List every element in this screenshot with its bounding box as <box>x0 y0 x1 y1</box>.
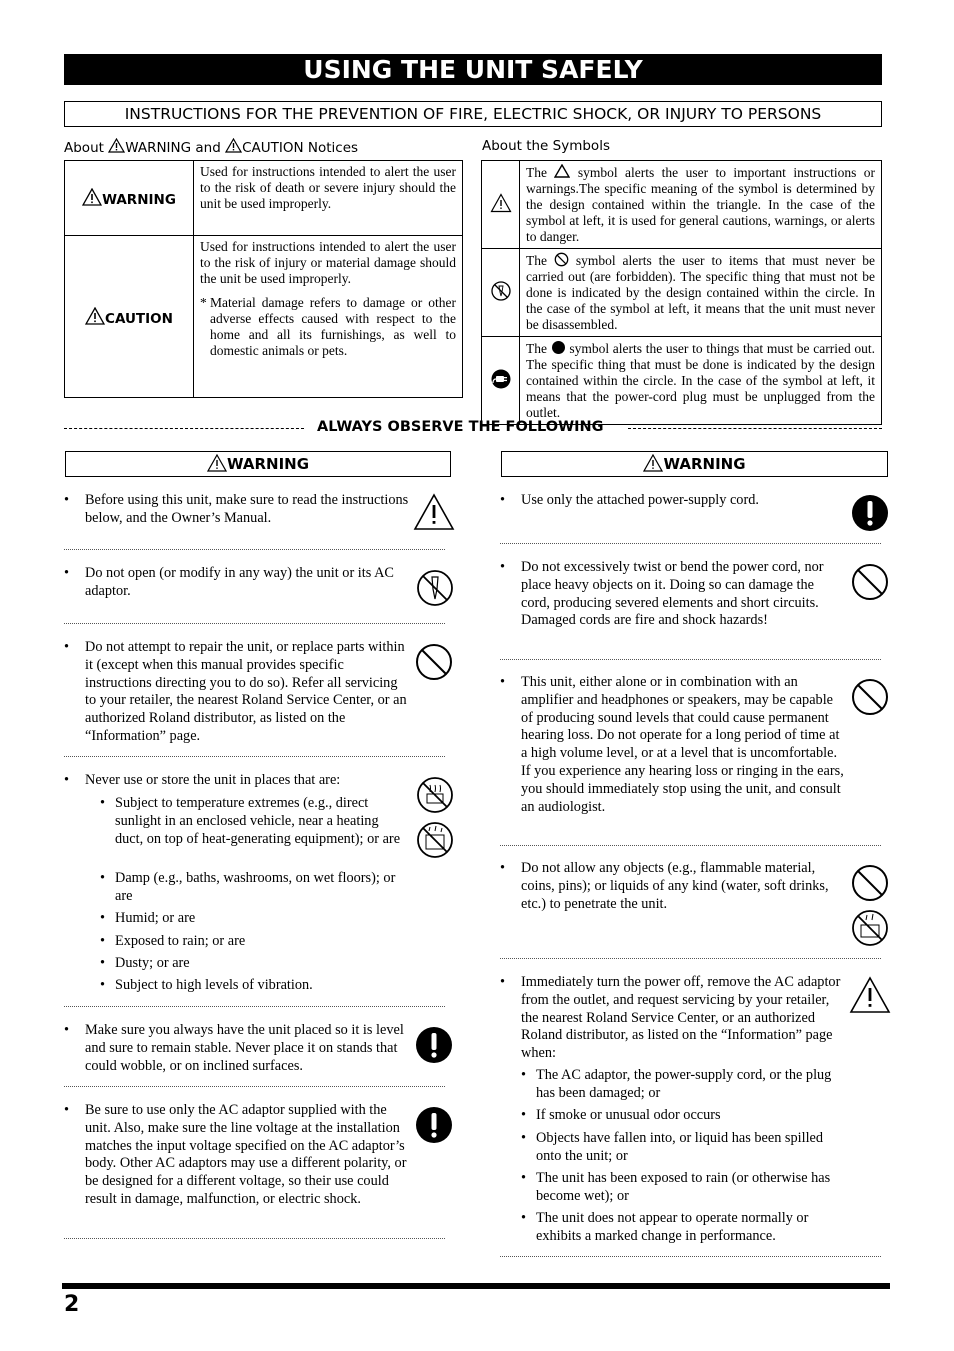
warning-triangle-icon <box>643 454 663 472</box>
sub-list-item: • The unit has been exposed to rain (or otherwise has become wet); or <box>521 1170 831 1204</box>
warning-triangle-icon <box>82 188 102 206</box>
divider-dashed-left <box>64 428 304 429</box>
no-liquids-icon <box>851 909 889 947</box>
separator <box>64 1238 445 1239</box>
caution-note: * Material damage refers to damage or other adverse effects caused with respect to the home and all its furnishings, as well to domestic animals or pets. <box>200 295 456 358</box>
list-item: • This unit, either alone or in combination with an amplifier and headphones or speakers, may be capable of producing sound levels that could cause permanent hearing loss. Do not operate for a long period of time at a high volume level, or at a level that is uncomfortable. If you experience any hearing loss or ringing in the ears, you should immediately stop using the unit, and consult an audiologist. <box>500 674 844 815</box>
warning-description: Used for instructions intended to alert the user to the risk of death or severe injury should the unit be used improperly. <box>194 161 463 236</box>
right-warning-header: WARNING <box>501 451 888 477</box>
caution-triangle-icon <box>85 307 105 325</box>
symbol-cell-mandatory <box>482 337 520 425</box>
warning-triangle-icon <box>207 454 227 472</box>
prohibition-icon <box>851 864 889 902</box>
separator <box>64 1086 445 1087</box>
symbol-cell-caution <box>482 161 520 249</box>
list-item: • Do not open (or modify in any way) the unit or its AC adaptor. <box>64 565 394 599</box>
symbol-description-triangle: The symbol alerts the user to important instructions or warnings.The specific meaning of the symbol is determined by the design contained within the triangle. In the case of the symbol at left, it is used for general cautions, warnings, or alerts to danger. <box>520 161 882 249</box>
list-item: • Never use or store the unit in places that are: <box>64 772 341 788</box>
sub-list-item: • Exposed to rain; or are <box>100 933 246 949</box>
symbol-cell-prohibit <box>482 249 520 337</box>
left-warning-header: WARNING <box>65 451 451 477</box>
separator <box>500 1256 881 1257</box>
sub-list-item: • Dusty; or are <box>100 955 190 971</box>
page-number: 2 <box>64 1292 80 1317</box>
sub-list-item: • Subject to high levels of vibration. <box>100 977 313 993</box>
sub-list-item: • Objects have fallen into, or liquid has been spilled onto the unit; or <box>521 1130 824 1164</box>
list-item: • Do not allow any objects (e.g., flammable material, coins, pins); or liquids of any kind (water, soft drinks, etc.) to penetrate the unit. <box>500 860 829 912</box>
sub-list-item: • If smoke or unusual odor occurs <box>521 1107 721 1123</box>
symbol-description-filled-circle: The symbol alerts the user to things that must be carried out. The specific thing that must be done is indicated by the design contained within the circle. In the case of the symbol at left, it means that the power-cord plug must be unplugged from the outlet. <box>520 337 882 425</box>
no-heat-icon <box>416 776 454 814</box>
separator <box>500 958 881 959</box>
no-water-icon <box>416 821 454 859</box>
sub-list-item: • The AC adaptor, the power-supply cord, or the plug has been damaged; or <box>521 1067 832 1101</box>
list-item: • Immediately turn the power off, remove the AC adaptor from the outlet, and request servicing by your retailer, the nearest Roland Service Center, or an authorized Roland distributor, as listed on the “Information” page when: <box>500 974 841 1062</box>
general-caution-icon <box>490 193 512 213</box>
triangle-outline-icon <box>554 164 570 178</box>
sub-list-item: • Subject to temperature extremes (e.g., direct sunlight in an enclosed vehicle, near a heating duct, on top of heat-generating equipment); or are <box>100 795 401 847</box>
list-item: • Do not attempt to repair the unit, or replace parts within it (except when this manual provides specific instructions directing you to do so). Refer all servicing to your retailer, the nearest Roland Service Center, or an authorized Roland distributor, as listed on the “Information” page. <box>64 639 407 744</box>
sub-list-item: • Damp (e.g., baths, washrooms, on wet floors); or are <box>100 870 396 904</box>
do-not-disassemble-icon <box>490 280 512 302</box>
unplug-icon <box>490 368 512 390</box>
list-item: • Do not excessively twist or bend the power cord, nor place heavy objects on it. Doing so can damage the cord, producing severed elements and short circuits. Damaged cords are fire and shock hazards! <box>500 559 824 629</box>
filled-circle-icon <box>551 340 566 355</box>
caution-triangle-icon <box>413 493 455 531</box>
footer-rule <box>62 1283 890 1289</box>
caution-triangle-icon <box>225 138 242 153</box>
caution-description: Used for instructions intended to alert the user to the risk of injury or material damage should the unit be used improperly. * Material damage refers to damage or other adverse effects caused with respect to the home and all its furnishings, as well to domestic animals or pets. <box>194 236 463 398</box>
sub-list-item: • The unit does not appear to operate normally or exhibits a marked change in performance. <box>521 1210 809 1244</box>
instructions-header: INSTRUCTIONS FOR THE PREVENTION OF FIRE, ELECTRIC SHOCK, OR INJURY TO PERSONS <box>64 101 882 127</box>
separator <box>64 756 445 757</box>
page-title: USING THE UNIT SAFELY <box>64 54 882 85</box>
always-observe-heading: ALWAYS OBSERVE THE FOLLOWING <box>317 419 604 435</box>
mandatory-action-icon <box>415 1026 453 1064</box>
list-item: • Use only the attached power-supply cord. <box>500 492 759 508</box>
about-notices-label: About WARNING and CAUTION Notices <box>64 140 359 156</box>
prohibition-icon <box>415 643 453 681</box>
warning-triangle-icon <box>108 138 125 153</box>
list-item: • Be sure to use only the AC adaptor supplied with the unit. Also, make sure the line voltage at the installation matches the input voltage specified on the AC adaptor’s body. Other AC adaptors may use a different polarity, or be designed for a different voltage, so their use could result in damage, malfunction, or electric shock. <box>64 1102 407 1207</box>
warning-label-cell: WARNING <box>65 161 194 236</box>
prohibition-icon <box>851 563 889 601</box>
mandatory-action-icon <box>415 1106 453 1144</box>
about-symbols-label: About the Symbols <box>482 138 610 154</box>
sub-list-item: • Humid; or are <box>100 910 196 926</box>
separator <box>500 659 881 660</box>
caution-triangle-icon <box>849 976 891 1014</box>
divider-dashed-right <box>628 428 882 429</box>
notices-table <box>64 160 463 398</box>
separator <box>500 845 881 846</box>
prohibition-icon <box>851 678 889 716</box>
separator <box>64 623 445 624</box>
symbol-description-circle: The symbol alerts the user to items that must never be carried out (are forbidden). The specific thing that must not be done is indicated by the design contained within the circle. In the case of the symbol at left, it means that the unit must never be disassembled. <box>520 249 882 337</box>
mandatory-action-icon <box>851 494 889 532</box>
symbols-table <box>481 160 882 425</box>
separator <box>500 543 881 544</box>
do-not-disassemble-icon <box>416 569 454 607</box>
list-item: • Make sure you always have the unit placed so it is level and sure to remain stable. Never place it on stands that could wobble, or on inclined surfaces. <box>64 1022 404 1074</box>
separator <box>64 549 445 550</box>
list-item: • Before using this unit, make sure to read the instructions below, and the Owner’s Manual. <box>64 492 409 526</box>
prohibition-circle-icon <box>554 252 569 267</box>
separator <box>64 1006 445 1007</box>
caution-label-cell: CAUTION <box>65 236 194 398</box>
